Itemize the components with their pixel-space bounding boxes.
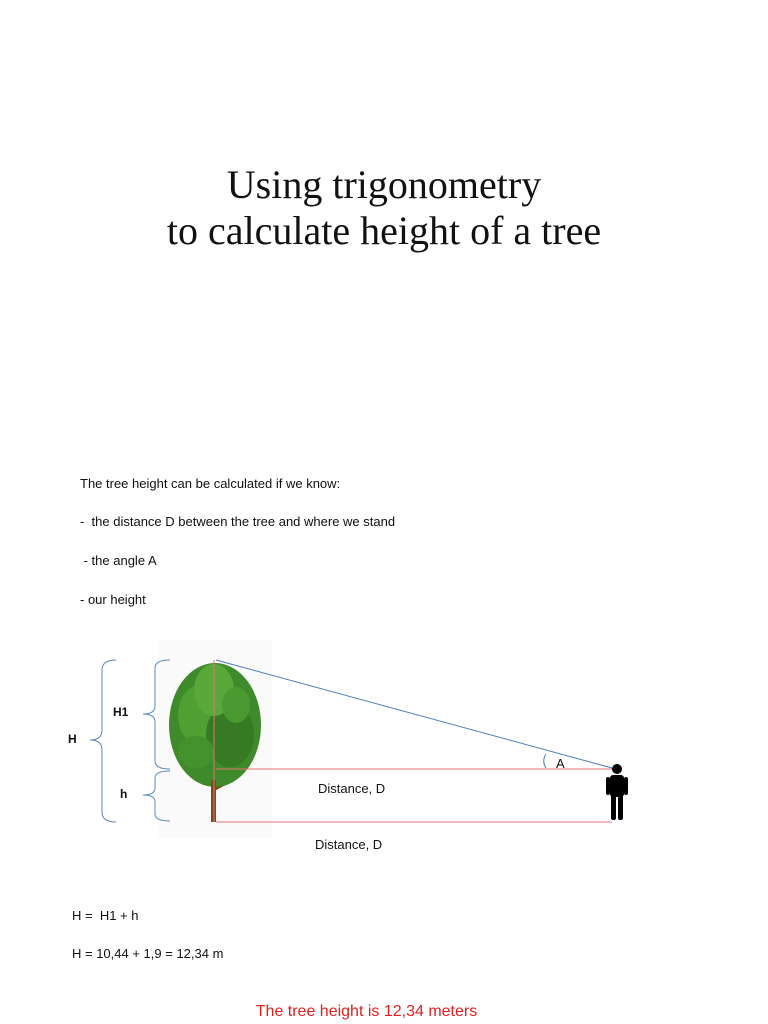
condition-height: - our height bbox=[80, 592, 146, 607]
brace-H bbox=[90, 660, 116, 822]
distance-label-lower: Distance, D bbox=[315, 837, 383, 852]
condition-angle: - the angle A bbox=[80, 553, 157, 568]
condition-distance: - the distance D between the tree and where we stand bbox=[80, 514, 396, 529]
sight-line bbox=[216, 660, 612, 768]
formula-sum: H = H1 + h bbox=[72, 908, 139, 923]
tree-height-diagram bbox=[0, 630, 768, 860]
label-H1: H1 bbox=[113, 705, 129, 719]
intro-text: The tree height can be calculated if we know: bbox=[80, 476, 341, 491]
title-line-2: to calculate height of a tree bbox=[166, 208, 602, 253]
person-icon bbox=[606, 764, 628, 820]
angle-arc bbox=[544, 754, 546, 768]
formula-calculation: H = 10,44 + 1,9 = 12,34 m bbox=[72, 946, 224, 961]
distance-label-upper: Distance, D bbox=[318, 781, 386, 796]
result-text: The tree height is 12,34 meters bbox=[255, 1003, 478, 1020]
label-h: h bbox=[120, 787, 128, 801]
title-line-1: Using trigonometry bbox=[226, 162, 542, 207]
page-title bbox=[0, 162, 768, 254]
angle-label: A bbox=[556, 756, 565, 771]
label-H: H bbox=[68, 732, 77, 746]
